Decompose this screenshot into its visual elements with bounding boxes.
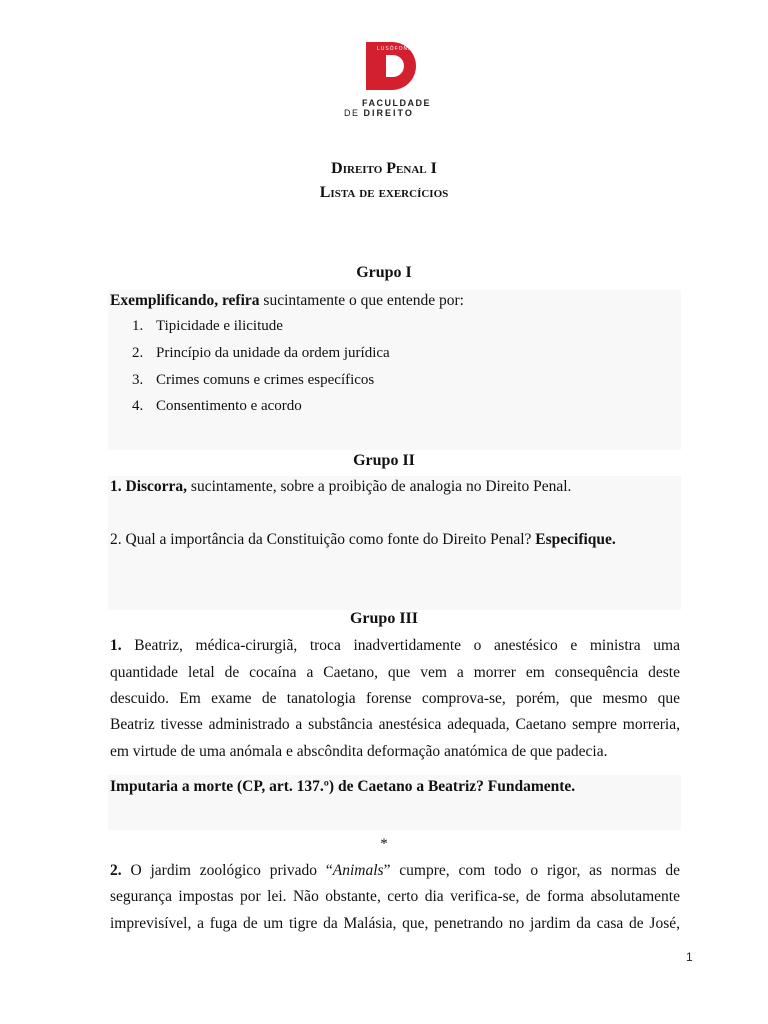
document-subtitle: Lista de exercícios xyxy=(319,184,449,201)
logo-line2: DE DIREITO xyxy=(344,108,414,118)
logo-side-text: LUSÓFONA xyxy=(377,46,413,52)
section-separator: * xyxy=(380,836,388,852)
grupo3-q1-line: Beatriz tivesse administrado a substância anestésica adequada, Caetano sempre morreria, xyxy=(110,716,680,733)
grupo3-heading: Grupo III xyxy=(349,610,419,627)
grupo2-question-1: 1. Discorra, sucintamente, sobre a proibição de analogia no Direito Penal. xyxy=(110,478,572,495)
grupo3-q2-line: imprevisível, a fuga de um tigre da Malásia, que, penetrando no jardim da casa de José, xyxy=(110,915,680,932)
page-number: 1 xyxy=(686,950,693,964)
grupo3-q1-question: Imputaria a morte (CP, art. 137.º) de Caetano a Beatriz? Fundamente. xyxy=(110,778,576,795)
list-item: 4. Consentimento e acordo xyxy=(132,398,302,414)
grupo3-q2-line: segurança impostas por lei. Não obstante, certo dia verifica-se, de forma absolutamente xyxy=(110,888,680,905)
list-item: 1. Tipicidade e ilicitude xyxy=(132,318,283,334)
grupo3-q1-line: em virtude de uma anómala e abscôndita deformação anatómica de que padecia. xyxy=(110,743,608,760)
grupo3-q1-line: 1. Beatriz, médica-cirurgiã, troca inadvertidamente o anestésico e ministra uma xyxy=(110,637,680,654)
grupo3-q2-line: 2. O jardim zoológico privado “Animals” cumpre, com todo o rigor, as normas de xyxy=(110,862,680,879)
grupo2-heading: Grupo II xyxy=(353,452,415,469)
grupo1-intro: Exemplificando, refira sucintamente o que entende por: xyxy=(110,292,464,309)
logo-d-mark xyxy=(366,42,416,90)
grupo2-question-2: 2. Qual a importância da Constituição como fonte do Direito Penal? Especifique. xyxy=(110,531,616,548)
grupo3-q1-line: descuido. Em exame de tanatologia forense comprova-se, porém, que mesmo que xyxy=(110,690,680,707)
list-item: 3. Crimes comuns e crimes específicos xyxy=(132,372,375,388)
list-item: 2. Princípio da unidade da ordem jurídica xyxy=(132,345,390,361)
document-title: Direito Penal I xyxy=(331,160,437,177)
logo-line1: FACULDADE xyxy=(362,98,431,108)
grupo1-band xyxy=(108,290,681,450)
faculty-logo xyxy=(344,42,454,118)
grupo1-heading: Grupo I xyxy=(356,264,412,281)
grupo3-q1-line: quantidade letal de cocaína a Caetano, que vem a morrer em consequência deste xyxy=(110,664,680,681)
